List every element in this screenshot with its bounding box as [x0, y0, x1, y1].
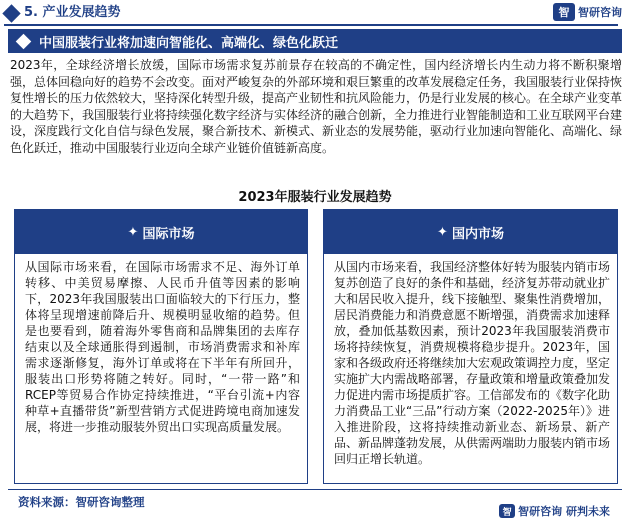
domestic-market-panel	[323, 209, 618, 484]
footer-divider	[8, 489, 622, 490]
logo-text: 智研咨询	[578, 6, 622, 19]
footer-brand	[499, 503, 610, 519]
panel-text: 从国内市场来看，我国经济整体好转为服装内销市场复苏创造了良好的条件和基础，经济复苏带动就业扩大和居民收入提升，线下接触型、聚集性消费增加，居民消费能力和消费意愿不断增强，消费需求加速释放，叠加低基数因素，预计2023年我国服装消费市场将持续恢复，消费规模将稳步提升。2023年，国家和各级政府还将继续加大宏观政策调控力度，坚定实施扩大内需战略部署，存量政策和增量政策叠加发力促进内需市场提质扩容。工信部发布的《数字化助力消费品工业“三品”行动方案（2022-2025年）》进入推进阶段，这将持续推动新业态、新场景、新产品、新品牌蓬勃发展，从供需两端助力服装内销市场回归正增长轨道。	[334, 260, 611, 466]
international-market-panel	[14, 209, 308, 484]
headline-title: 中国服装行业将加速向智能化、高端化、绿色化跃迁	[39, 35, 339, 51]
diamond-icon	[2, 4, 20, 22]
sparkle-icon: ✦	[437, 224, 448, 240]
section-title: 5. 产业发展趋势	[24, 5, 121, 20]
panel-header	[324, 210, 617, 254]
panel-header	[15, 210, 307, 254]
source-note: 资料来源：智研咨询整理	[18, 495, 145, 509]
trend-title: 2023年服装行业发展趋势	[238, 190, 392, 205]
intro-paragraph: 2023年，全球经济增长放缓，国际市场需求复苏前景存在较高的不确定性，国内经济增长内生动力将不断积聚增强，总体回稳向好的趋势不会改变。面对严峻复杂的外部环境和艰巨繁重的改革发展稳定任务，我国服装行业保持恢复性增长的压力依然较大，坚持深化转型升级，提高产业韧性和抗风险能力，仍是行业发展的核心。在全球产业变革的大趋势下，我国服装行业将持续强化数字经济与实体经济的融合创新，全力推进行业智能制造和工业互联网平台建设，深度践行文化自信与绿色发展，聚合新技术、新模式、新业态的发展势能，驱动行业加速向智能化、高端化、绿色化跃迁，推动中国服装行业迈向全球产业链价值链新高度。	[10, 58, 623, 155]
logo-mark-icon: 智	[553, 3, 575, 21]
panel-text: 从国际市场来看，在国际市场需求不足、海外订单转移、中美贸易摩擦、人民币升值等因素的影响下，2023年我国服装出口面临较大的下行压力，整体将呈现增速前降后升、规模明显收缩的趋势。但是也要看到，随着海外零售商和品牌集团的去库存结束以及全球通胀得到遏制，市场消费需求和补库需求逐渐修复，海外订单或将在下半年有所回升，服装出口形势将随之转好。同时，“一带一路”和RCEP等贸易合作协定持续推进，“平台引流+内容种草+直播带货”新型营销方式促进跨境电商加速发展，将进一步推动服装外贸出口实现高质量发展。	[25, 260, 300, 434]
headline-banner	[8, 29, 622, 53]
brand-logo	[553, 3, 622, 21]
top-bar	[0, 0, 630, 26]
diamond-icon	[16, 33, 32, 49]
panel-title: 国内市场	[451, 226, 504, 242]
footer-logo-icon: 智	[499, 504, 515, 518]
section-divider	[4, 24, 618, 26]
sparkle-icon: ✦	[127, 224, 139, 240]
panel-title: 国际市场	[142, 226, 195, 242]
footer-brand-text: 智研咨询 研判未来	[518, 505, 610, 518]
